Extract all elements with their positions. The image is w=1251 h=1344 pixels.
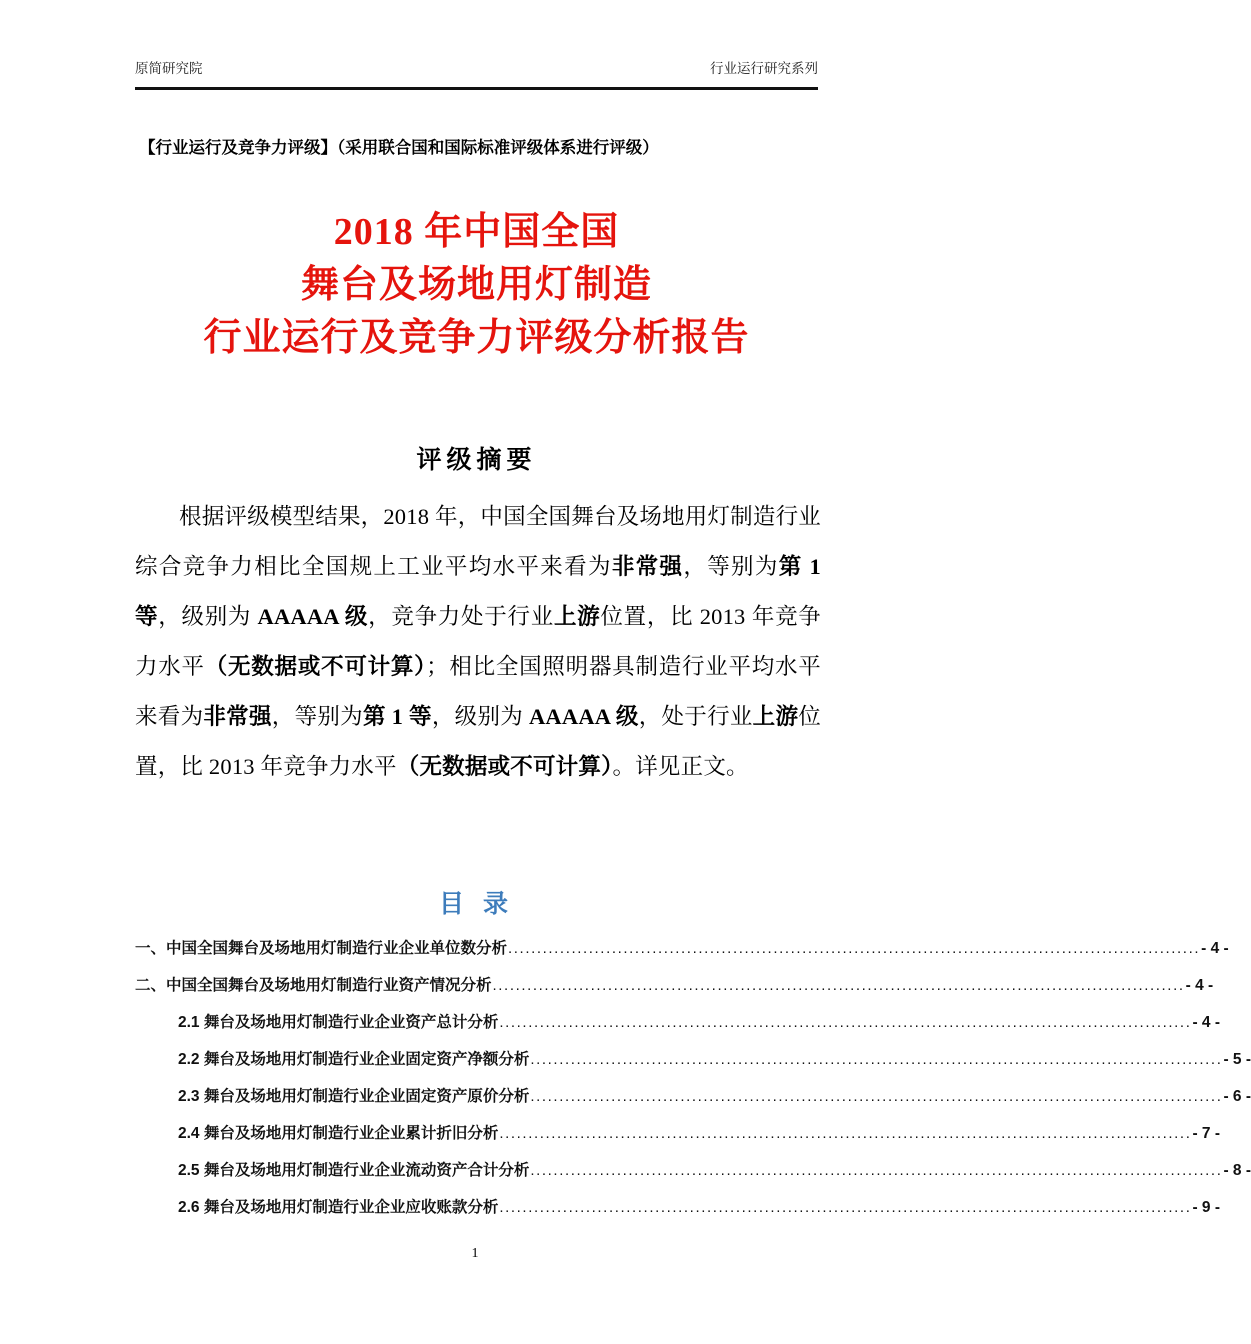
summary-emphasis: 非常强 (203, 704, 272, 729)
summary-emphasis: AAAAA 级 (257, 604, 369, 629)
toc-entry-label: 一、中国全国舞台及场地用灯制造行业企业单位数分析 (135, 940, 508, 957)
toc-entry-label: 2.2 舞台及场地用灯制造行业企业固定资产净额分析 (178, 1051, 530, 1068)
report-title-line-2: 舞台及场地用灯制造 (300, 264, 652, 306)
toc-dot-leader: ........................................................................................................................ (499, 1014, 1192, 1031)
summary-paragraph (135, 492, 821, 792)
header-left-text: 原简研究院 (135, 61, 203, 76)
toc-entry-page: - 9 - (1192, 1199, 1221, 1216)
report-title (135, 206, 818, 365)
toc-dot-leader: ........................................................................................................................ (499, 1125, 1192, 1142)
summary-text: 根据评级模型结果，2018 年，中国全国舞台及场地用灯制造行业综合竞争力相比全国规上工业平均水平来看为 (135, 504, 821, 579)
summary-emphasis: 上游 (553, 604, 601, 629)
toc-entry[interactable] (135, 1004, 1221, 1041)
report-title-line-3: 行业运行及竞争力评级分析报告 (203, 317, 750, 359)
summary-emphasis: 第 1 等 (362, 704, 432, 729)
toc-heading: 目 录 (439, 890, 514, 918)
toc-entry-label: 2.5 舞台及场地用灯制造行业企业流动资产合计分析 (178, 1162, 530, 1179)
summary-text: ；相比全国照明器具制造行业平均水平来看为 (135, 654, 821, 729)
toc-entry-label: 2.3 舞台及场地用灯制造行业企业固定资产原价分析 (178, 1088, 530, 1105)
toc-entry[interactable] (135, 1115, 1221, 1152)
toc-entry-page: - 6 - (1223, 1088, 1251, 1105)
toc-dot-leader: ........................................................................................................................ (492, 977, 1185, 994)
toc-entry-label: 2.1 舞台及场地用灯制造行业企业资产总计分析 (178, 1014, 499, 1031)
toc-dot-leader: ........................................................................................................................ (530, 1088, 1223, 1105)
summary-text: 。详见正文。 (612, 754, 749, 779)
summary-section-heading: 评级摘要 (416, 446, 537, 474)
toc-entry-page: - 4 - (1192, 1014, 1221, 1031)
running-header (135, 62, 818, 77)
page-number: 1 (471, 1246, 479, 1261)
toc-entry-page: - 4 - (1201, 940, 1229, 957)
table-of-contents (135, 930, 1251, 1226)
summary-emphasis: 第 1 等 (135, 554, 821, 629)
summary-text: 位置，比 2013 年竞争力水平 (135, 704, 821, 779)
toc-dot-leader: ........................................................................................................................ (499, 1199, 1192, 1216)
rating-scope-line: 【行业运行及竞争力评级】（采用联合国和国际标准评级体系进行评级） (139, 139, 659, 157)
summary-text: ，级别为 (158, 604, 258, 629)
toc-entry[interactable] (135, 930, 1229, 967)
header-divider (135, 87, 818, 90)
summary-emphasis: （无数据或不可计算） (204, 654, 427, 679)
toc-dot-leader: ........................................................................................................................ (530, 1051, 1223, 1068)
summary-emphasis: 上游 (752, 704, 799, 729)
toc-entry[interactable] (135, 1152, 1251, 1189)
header-right-text: 行业运行研究系列 (710, 61, 818, 76)
toc-entry-label: 二、中国全国舞台及场地用灯制造行业资产情况分析 (135, 977, 492, 994)
toc-entry-page: - 8 - (1223, 1162, 1251, 1179)
summary-text: ，等别为 (271, 704, 363, 729)
summary-text: ，处于行业 (638, 704, 753, 729)
summary-emphasis: （无数据或不可计算） (396, 754, 613, 779)
toc-dot-leader: ........................................................................................................................ (508, 940, 1201, 957)
toc-entry[interactable] (135, 967, 1214, 1004)
toc-entry-label: 2.6 舞台及场地用灯制造行业企业应收账款分析 (178, 1199, 499, 1216)
toc-entry[interactable] (135, 1078, 1251, 1115)
summary-emphasis: 非常强 (611, 554, 684, 579)
summary-emphasis: AAAAA 级 (528, 704, 639, 729)
toc-entry-page: - 5 - (1223, 1051, 1251, 1068)
toc-entry-page: - 7 - (1192, 1125, 1221, 1142)
toc-entry-page: - 4 - (1185, 977, 1214, 994)
toc-entry[interactable] (135, 1189, 1221, 1226)
toc-entry[interactable] (135, 1041, 1251, 1078)
summary-text: ，级别为 (431, 704, 529, 729)
summary-text: ，竞争力处于行业 (368, 604, 554, 629)
toc-entry-label: 2.4 舞台及场地用灯制造行业企业累计折旧分析 (178, 1125, 499, 1142)
toc-dot-leader: ........................................................................................................................ (530, 1162, 1223, 1179)
summary-text: ，等别为 (683, 554, 779, 579)
summary-text: 位置，比 2013 年竞争力水平 (135, 604, 822, 679)
report-title-line-1: 2018 年中国全国 (333, 211, 620, 253)
